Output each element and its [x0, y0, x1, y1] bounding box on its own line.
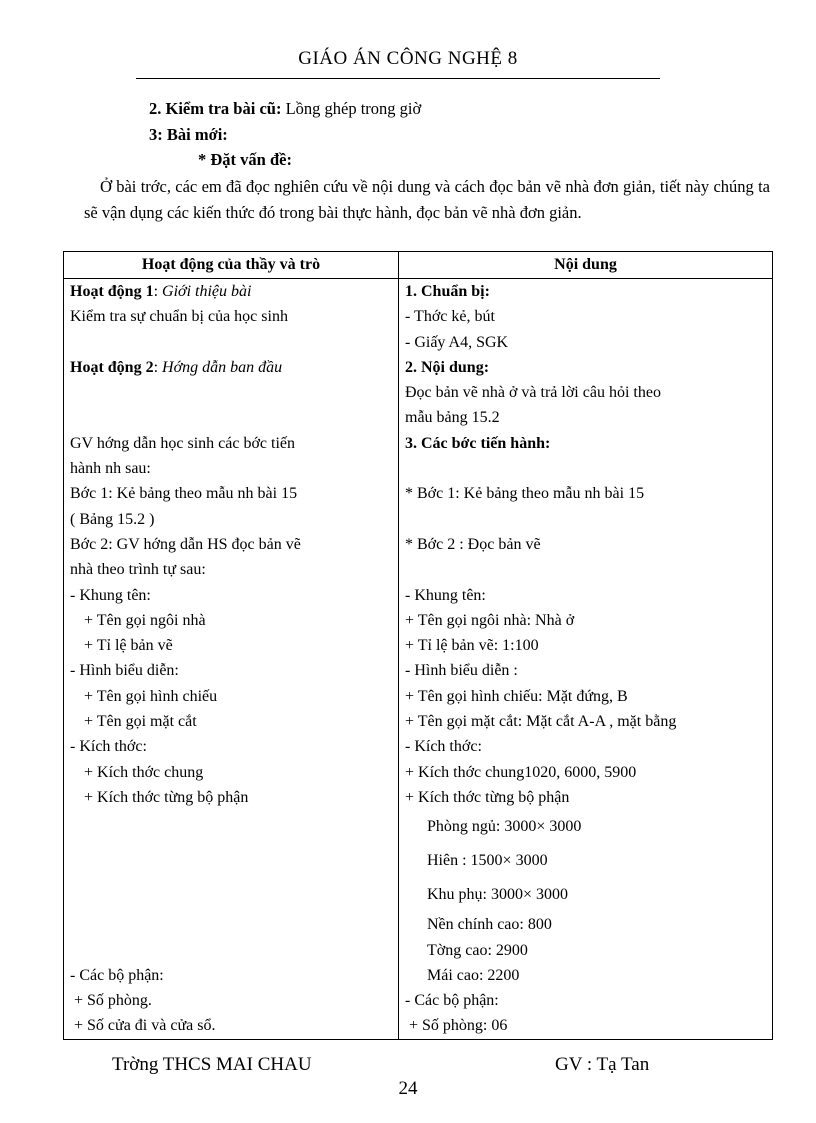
left-cell: ( Bảng 15.2 ): [64, 507, 399, 532]
right-cell: + Tên gọi ngôi nhà: Nhà ở: [399, 608, 773, 633]
table-header-row: [64, 252, 773, 279]
right-cell: Phòng ngủ: 3000× 3000: [399, 810, 773, 844]
table-row: [64, 633, 773, 658]
left-cell: [64, 938, 399, 963]
left-cell: + Tên gọi ngôi nhà: [64, 608, 399, 633]
right-cell: Đọc bản vẽ nhà ở và trả lời câu hỏi theo: [399, 380, 773, 405]
left-cell: GV hớng dẫn học sinh các bớc tiến: [64, 431, 399, 456]
problem-statement-heading: * Đặt vấn đề:: [198, 150, 292, 169]
right-cell: - Các bộ phận:: [399, 988, 773, 1013]
section-3-label: 3: Bài mới:: [149, 125, 228, 144]
table-row: [64, 583, 773, 608]
left-cell: + Tỉ lệ bản vẽ: [64, 633, 399, 658]
table-row: [64, 760, 773, 785]
left-cell: Bớc 1: Kẻ bảng theo mẫu nh bài 15: [64, 481, 399, 506]
table-row: [64, 1013, 773, 1039]
footer-teacher: GV : Tạ Tan: [555, 1054, 650, 1075]
right-cell: - Hình biểu diễn :: [399, 658, 773, 683]
table-row: [64, 785, 773, 810]
left-cell: - Hình biểu diễn:: [64, 658, 399, 683]
activity-1-label: Hoạt động 1: [70, 283, 154, 300]
left-cell: [64, 355, 399, 380]
left-cell: Kiểm tra sự chuẩn bị của học sinh: [64, 304, 399, 329]
activity-1-title: Giới thiệu bài: [162, 283, 252, 300]
table-row: [64, 810, 773, 844]
header-divider: [136, 78, 660, 79]
table-row: [64, 456, 773, 481]
table-row: [64, 988, 773, 1013]
right-cell: 3. Các bớc tiến hành:: [399, 431, 773, 456]
right-cell: * Bớc 1: Kẻ bảng theo mẫu nh bài 15: [399, 481, 773, 506]
left-cell: + Kích thớc chung: [64, 760, 399, 785]
right-cell: Tờng cao: 2900: [399, 938, 773, 963]
left-cell: + Tên gọi mặt cắt: [64, 709, 399, 734]
left-cell: [64, 279, 399, 305]
table-row: [64, 878, 773, 912]
table-row: [64, 963, 773, 988]
lesson-table: [63, 251, 773, 1040]
right-cell: + Tên gọi hình chiếu: Mặt đứng, B: [399, 684, 773, 709]
table-row: [64, 938, 773, 963]
table-row: [64, 608, 773, 633]
right-cell: - Giấy A4, SGK: [399, 330, 773, 355]
footer-school: Trờng THCS MAI CHAU: [112, 1054, 312, 1075]
left-cell: [64, 810, 399, 844]
right-cell: [399, 456, 773, 481]
right-cell: 2. Nội dung:: [399, 355, 773, 380]
section-2-line: [149, 99, 421, 119]
left-cell: Bớc 2: GV hớng dẫn HS đọc bản vẽ: [64, 532, 399, 557]
table-row: [64, 304, 773, 329]
right-cell: [399, 507, 773, 532]
left-cell: + Số cửa đi và cửa sổ.: [64, 1013, 399, 1039]
page-number: 24: [398, 1078, 418, 1099]
activity-2-sep: :: [153, 358, 163, 376]
right-cell: + Kích thớc chung1020, 6000, 5900: [399, 760, 773, 785]
table-row: [64, 912, 773, 937]
table-row: [64, 844, 773, 878]
table-row: [64, 279, 773, 305]
activity-2-title: Hớng dẫn ban đầu: [162, 358, 283, 376]
table-row: [64, 405, 773, 430]
right-cell: + Số phòng: 06: [399, 1013, 773, 1039]
left-cell: [64, 405, 399, 430]
table-row: [64, 709, 773, 734]
left-cell: + Tên gọi hình chiếu: [64, 684, 399, 709]
section-2-label: 2. Kiểm tra bài cũ:: [149, 99, 282, 118]
table-row: [64, 330, 773, 355]
left-cell: - Các bộ phận:: [64, 963, 399, 988]
section-2-text: Lồng ghép trong giờ: [281, 99, 422, 118]
table-row: [64, 684, 773, 709]
left-cell: hành nh sau:: [64, 456, 399, 481]
left-cell: [64, 912, 399, 937]
right-cell: - Khung tên:: [399, 583, 773, 608]
left-cell: [64, 380, 399, 405]
right-cell: + Tỉ lệ bản vẽ: 1:100: [399, 633, 773, 658]
right-cell: - Thớc kẻ, bút: [399, 304, 773, 329]
header-activities: Hoạt động của thầy và trò: [64, 252, 399, 279]
right-cell: Mái cao: 2200: [399, 963, 773, 988]
left-cell: - Khung tên:: [64, 583, 399, 608]
left-cell: nhà theo trình tự sau:: [64, 557, 399, 582]
right-cell: [399, 557, 773, 582]
header-content: Nội dung: [399, 252, 773, 279]
left-cell: [64, 330, 399, 355]
right-cell: + Kích thớc từng bộ phận: [399, 785, 773, 810]
left-cell: - Kích thớc:: [64, 734, 399, 759]
right-cell: Hiên : 1500× 3000: [399, 844, 773, 878]
left-cell: [64, 844, 399, 878]
intro-paragraph: Ở bài trớc, các em đã đọc nghiên cứu về nội dung và cách đọc bản vẽ nhà đơn giản, tiết này chúng ta sẽ vận dụng các kiến thức đó trong bài thực hành, đọc bản vẽ nhà đơn giản.: [84, 177, 770, 222]
table-row: [64, 481, 773, 506]
table-row: [64, 507, 773, 532]
right-cell: - Kích thớc:: [399, 734, 773, 759]
left-cell: + Số phòng.: [64, 988, 399, 1013]
page-header-title: GIÁO ÁN CÔNG NGHỆ 8: [298, 48, 518, 69]
table-row: [64, 532, 773, 557]
activity-2-label: Hoạt động 2: [70, 358, 154, 376]
left-cell: [64, 878, 399, 912]
right-cell: * Bớc 2 : Đọc bản vẽ: [399, 532, 773, 557]
table-row: [64, 380, 773, 405]
table-row: [64, 557, 773, 582]
table-row: [64, 355, 773, 380]
right-cell: Khu phụ: 3000× 3000: [399, 878, 773, 912]
right-cell: mẫu bảng 15.2: [399, 405, 773, 430]
table-row: [64, 734, 773, 759]
right-cell: Nền chính cao: 800: [399, 912, 773, 937]
left-cell: + Kích thớc từng bộ phận: [64, 785, 399, 810]
right-cell: 1. Chuẩn bị:: [399, 279, 773, 305]
activity-1-sep: :: [153, 283, 163, 300]
table-row: [64, 658, 773, 683]
table-row: [64, 431, 773, 456]
right-cell: + Tên gọi mặt cắt: Mặt cắt A-A , mặt bằng: [399, 709, 773, 734]
